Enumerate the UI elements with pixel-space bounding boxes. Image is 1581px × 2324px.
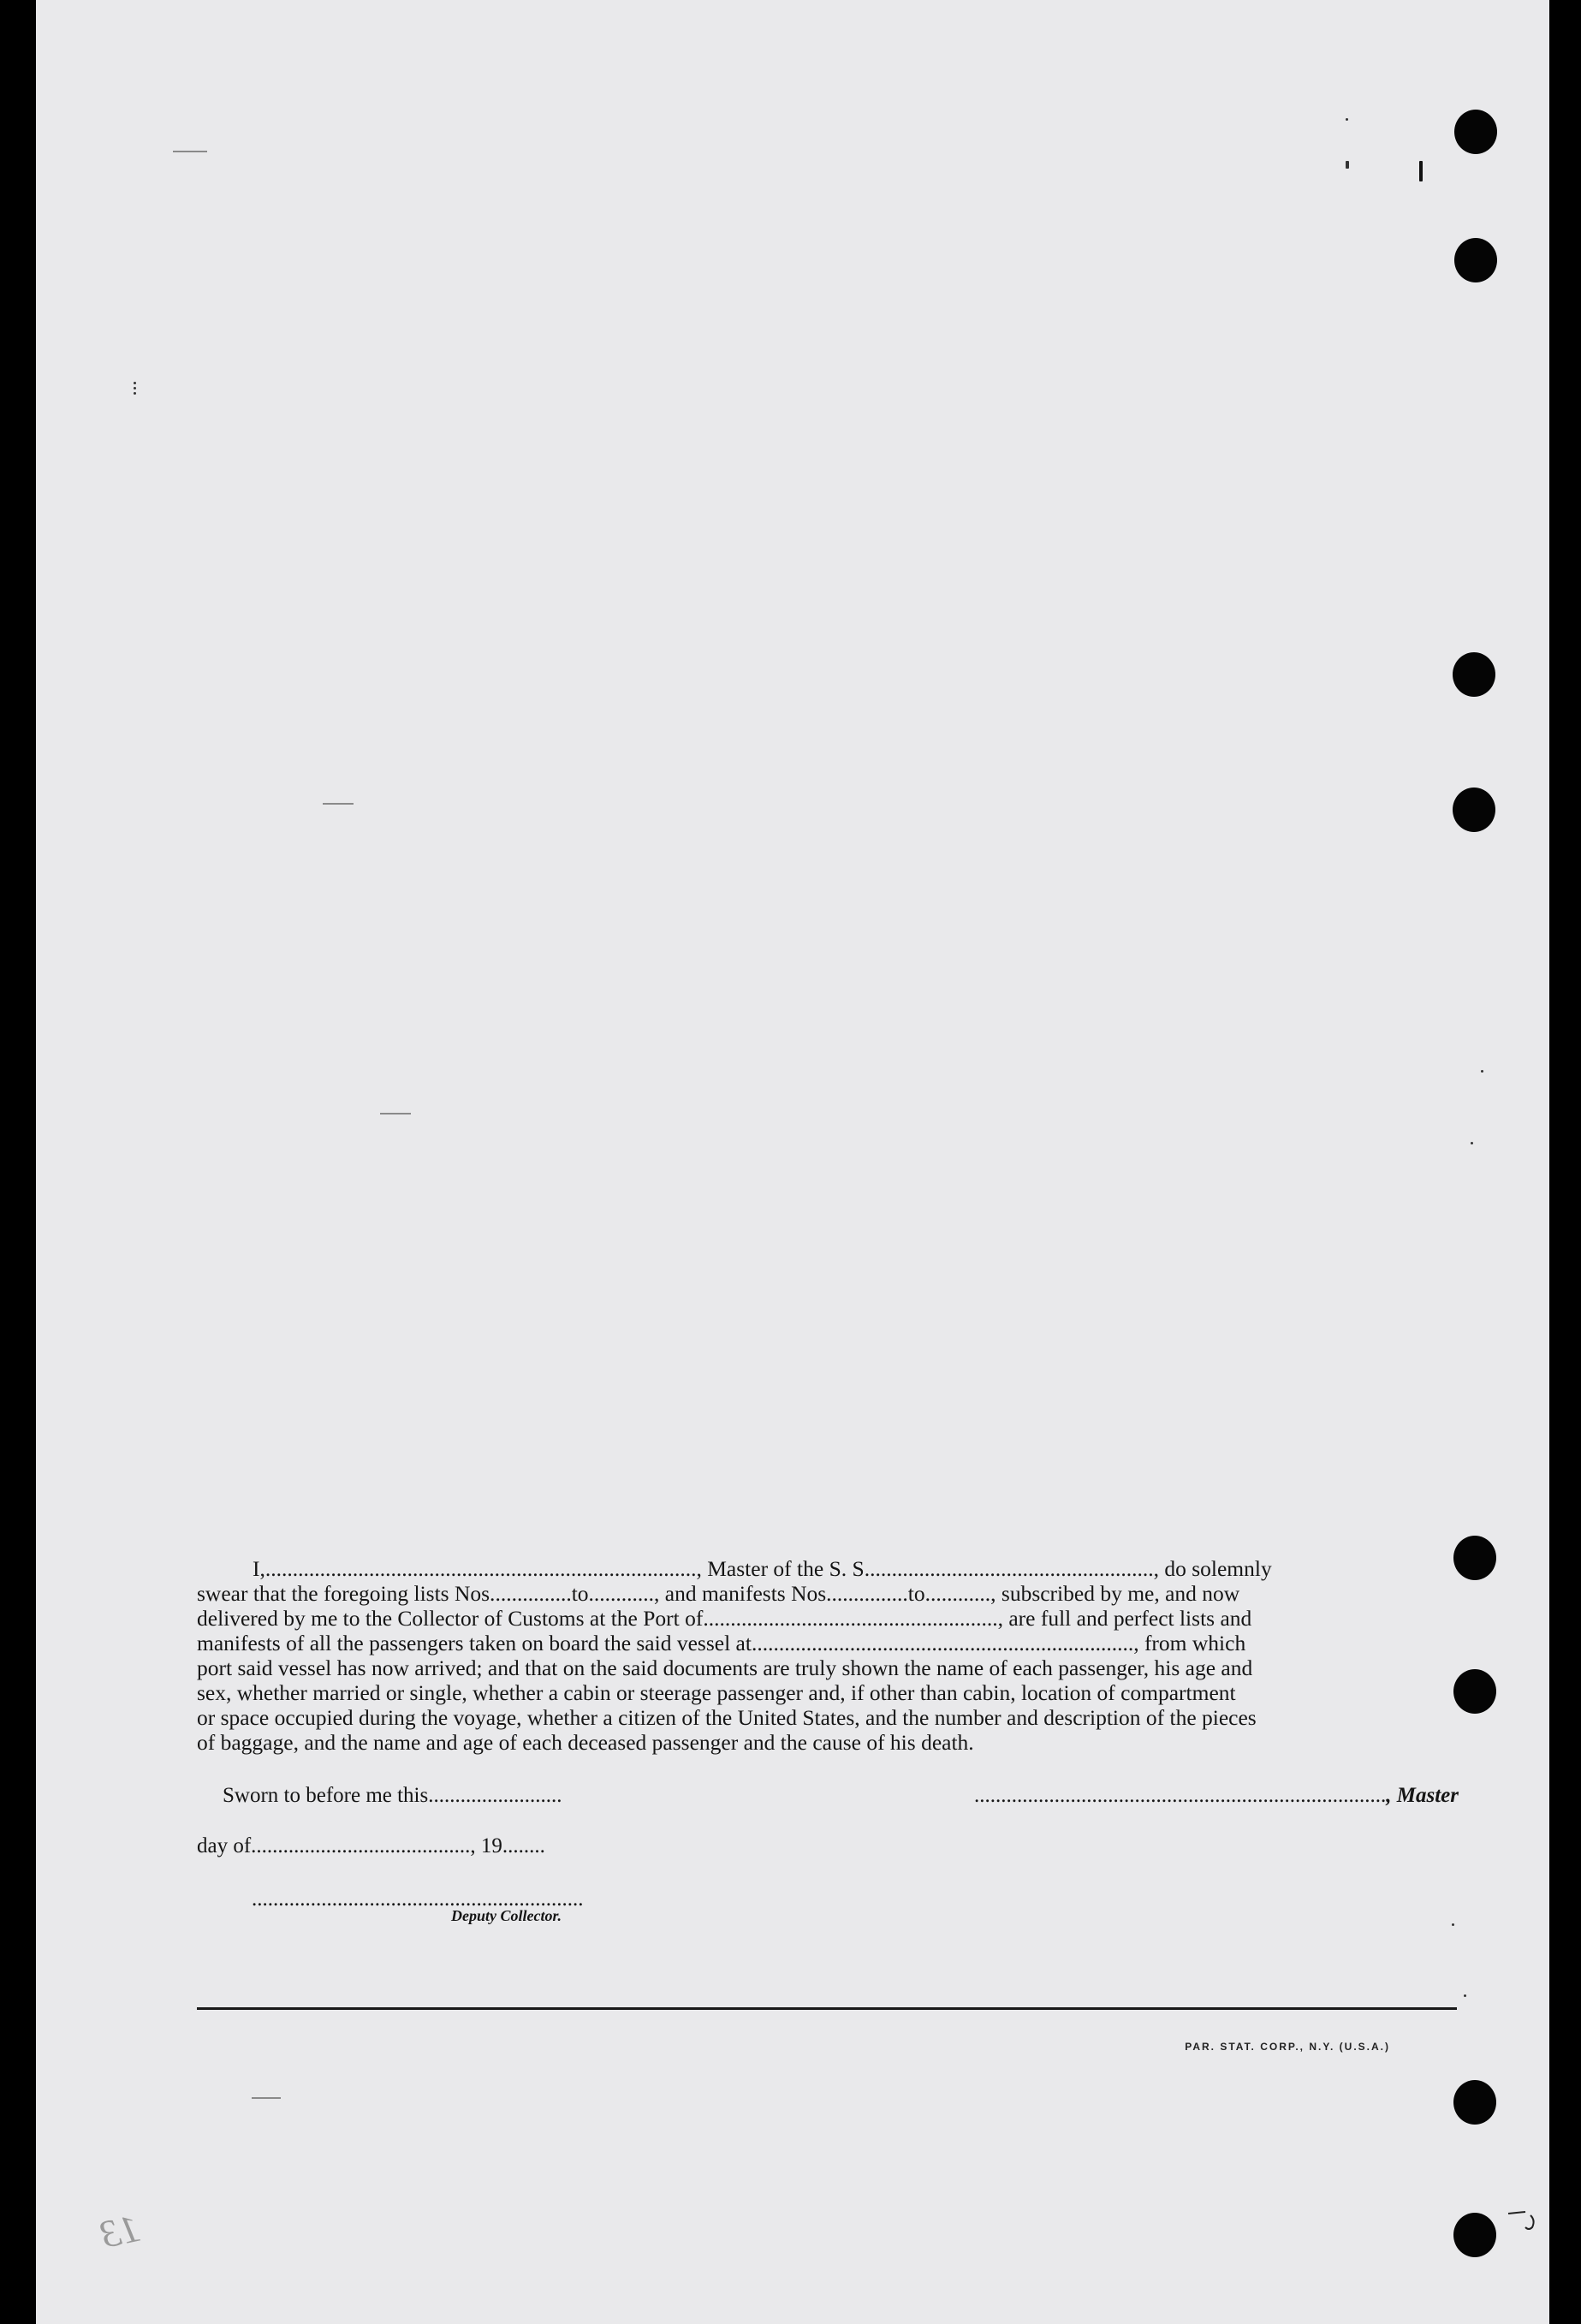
blank-embark-port: ...................................................................... <box>751 1631 1134 1655</box>
punch-hole <box>1453 1536 1496 1580</box>
scan-mark <box>252 2097 281 2099</box>
bottom-rule <box>197 2007 1457 2010</box>
oath-text: , subscribed by me, and now <box>990 1581 1240 1606</box>
blank-manifest-to: ............ <box>924 1581 991 1606</box>
document-page <box>36 0 1549 2324</box>
blank-list-from: .............. <box>495 1581 572 1606</box>
punch-hole <box>1453 652 1495 697</box>
oath-text: I, <box>253 1556 265 1581</box>
punch-hole <box>1453 788 1495 832</box>
oath-text: , and manifests Nos. <box>654 1581 832 1606</box>
sworn-label: Sworn to before me this <box>223 1784 429 1807</box>
blank-year: ........ <box>502 1834 545 1857</box>
oath-text: sex, whether married or single, whether a cabin or steerage passenger and, if other than cabin, location of compartment <box>197 1680 1236 1705</box>
printer-imprint: PAR. STAT. CORP., N.Y. (U.S.A.) <box>1185 2041 1390 2053</box>
oath-text: swear that the foregoing lists Nos. <box>197 1581 496 1606</box>
scan-speck <box>1471 1142 1473 1144</box>
master-signature-line <box>974 1784 1459 1808</box>
master-oath-paragraph <box>197 1556 1459 1755</box>
oath-text: or space occupied during the voyage, whether a citizen of the United States, and the number and description of the pieces <box>197 1705 1257 1730</box>
scan-speck <box>134 387 136 389</box>
deputy-collector-label: Deputy Collector. <box>451 1907 562 1924</box>
punch-hole <box>1453 1669 1496 1714</box>
scan-mark <box>173 151 207 152</box>
oath-text: of baggage, and the name and age of each deceased passenger and the cause of his death. <box>197 1730 974 1755</box>
oath-text: , do solemnly <box>1153 1556 1272 1581</box>
blank-list-to: ............ <box>588 1581 655 1606</box>
corner-scribble <box>1507 2208 1541 2234</box>
scan-speck <box>134 392 136 395</box>
punch-hole <box>1453 2080 1496 2125</box>
sworn-row <box>223 1784 1459 1811</box>
blank-sworn-day: ......................... <box>428 1784 562 1807</box>
oath-text: , Master of the S. S. <box>696 1556 871 1581</box>
scan-speck <box>1481 1070 1483 1073</box>
scan-speck <box>1346 118 1348 121</box>
blank-month: ......................................... <box>251 1834 471 1857</box>
blank-master-signature: ............................................................................. <box>974 1784 1387 1807</box>
punch-hole <box>1454 110 1497 154</box>
blank-master-name: ............................................................................... <box>264 1556 697 1581</box>
day-label: day of <box>197 1834 252 1857</box>
scan-speck <box>134 382 136 384</box>
deputy-signature-line: .............................................................. <box>252 1887 584 1911</box>
year-label: , 19 <box>470 1834 502 1857</box>
scan-speck <box>1464 1994 1466 1997</box>
date-row <box>197 1834 545 1858</box>
scan-mark <box>323 803 354 805</box>
pencil-page-number: 13 <box>96 2205 144 2257</box>
oath-text: , from which <box>1133 1631 1246 1655</box>
oath-text: , are full and perfect lists and <box>997 1606 1252 1631</box>
punch-hole <box>1454 238 1497 282</box>
blank-port: ...................................................... <box>703 1606 998 1631</box>
master-label: , Master <box>1386 1784 1459 1807</box>
oath-text: to <box>571 1581 589 1606</box>
oath-text: delivered by me to the Collector of Customs at the Port of <box>197 1606 704 1631</box>
scan-mark <box>380 1113 411 1114</box>
oath-text: to <box>907 1581 925 1606</box>
sworn-left <box>223 1784 562 1808</box>
blank-manifest-from: .............. <box>831 1581 908 1606</box>
punch-hole <box>1453 2213 1496 2257</box>
blank-ship-name: .................................................... <box>870 1556 1154 1581</box>
scan-speck <box>1346 161 1349 169</box>
scan-speck <box>1452 1923 1454 1926</box>
oath-text: manifests of all the passengers taken on board the said vessel at <box>197 1631 752 1655</box>
scan-speck <box>1419 161 1423 181</box>
oath-text: port said vessel has now arrived; and that on the said documents are truly shown the name of each passenger, his age and <box>197 1655 1253 1680</box>
